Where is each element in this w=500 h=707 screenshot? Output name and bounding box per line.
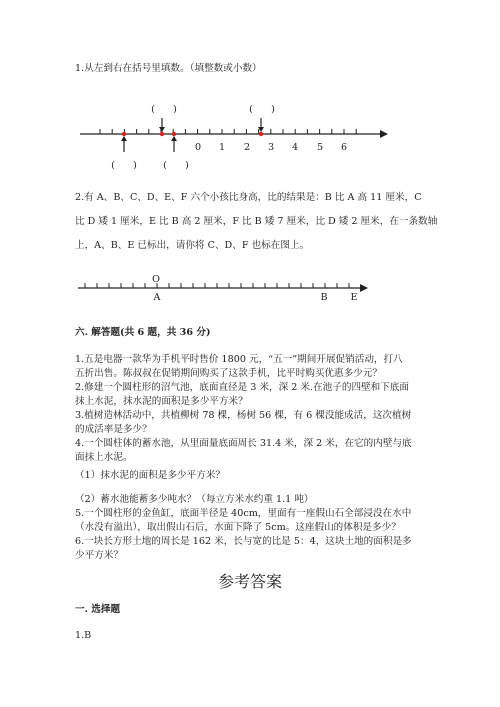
q1-arrow-up-2 bbox=[171, 136, 177, 152]
s6-line-4: 抹上水泥，抹水泥的面积是多少平方米？ bbox=[75, 396, 248, 407]
s6-line-11: 5.一个圆柱形的金鱼缸，底面半径是 40cm，里面有一座假山石全部浸没在水中 bbox=[75, 508, 412, 519]
q1-label-2: 2 bbox=[243, 142, 251, 153]
q1-label-6: 6 bbox=[340, 142, 348, 153]
s6-line-1: 1.五是电器一款华为手机平时售价 1800 元，“五一”期间开展促销活动，打八 bbox=[75, 354, 403, 365]
answers-title: 参考答案 bbox=[217, 572, 282, 591]
s6-line-6: 的成活率是多少？ bbox=[75, 424, 152, 435]
s6-line-5: 3.植树造林活动中，共植柳树 78 棵，杨树 56 棵，有 6 棵没能成活，这次植树 bbox=[75, 410, 412, 421]
s6-line-10: （2）蓄水池能蓄多少吨水？（每立方米水约重 1.1 吨） bbox=[75, 494, 314, 505]
s6-line-7: 4.一个圆柱体的蓄水池，从里面量底面周长 31.4 米，深 2 米，在它的内壁与底 bbox=[75, 438, 412, 449]
q1-marker-1 bbox=[122, 132, 126, 136]
q2-line-2: 比 D 矮 1 厘米，E 比 B 高 2 厘米，F 比 B 矮 7 厘米，比 D 矮 2 厘米，在一条数轴 bbox=[75, 216, 438, 227]
q2-line-3: 上，A、B、E 已标出，请你将 C、D、F 也标在图上。 bbox=[75, 240, 310, 251]
s6-line-3: 2.修建一个圆柱形的沼气池，底面直径是 3 米，深 2 米.在池子的四壁和下底面 bbox=[75, 382, 410, 393]
q1-label-0: 0 bbox=[194, 142, 202, 153]
s6-line-13: 6.一块长方形土地的周长是 162 米，长与宽的比是 5：4，这块土地的面积是多 bbox=[75, 536, 412, 547]
q1-marker-2 bbox=[160, 132, 164, 136]
q2-origin-label: O bbox=[152, 274, 160, 285]
q1-bracket-below-1: ( ) bbox=[111, 160, 137, 171]
s6-line-9: （1）抹水泥的面积是多少平方米？ bbox=[75, 470, 226, 481]
q1-marker-4 bbox=[259, 132, 263, 136]
q2-point-e: E bbox=[350, 292, 358, 303]
answer-1: 1.B bbox=[75, 630, 92, 641]
s6-line-2: 五折出售。陈叔叔在促销期间购买了这款手机，比平时购买优惠多少元？ bbox=[75, 368, 382, 379]
q1-label-4: 4 bbox=[291, 142, 299, 153]
q2-point-b: B bbox=[320, 292, 328, 303]
q1-label-5: 5 bbox=[316, 142, 324, 153]
s6-line-12: （水没有溢出），取出假山石后，水面下降了 5cm。这座假山的体积是多少？ bbox=[75, 522, 401, 533]
q1-bracket-above-1: ( ) bbox=[151, 104, 177, 115]
answers-section-heading: 一. 选择题 bbox=[75, 604, 121, 615]
q1-marker-3 bbox=[172, 132, 176, 136]
q2-line-1: 2.有 A、B、C、D、E、F 六个小孩比身高，比的结果是：B 比 A 高 11 厘米，C bbox=[75, 192, 422, 203]
q1-bracket-below-2: ( ) bbox=[163, 160, 189, 171]
q2-point-a: A bbox=[153, 292, 161, 303]
q1-label-1: 1 bbox=[218, 142, 226, 153]
q1-bracket-above-2: ( ) bbox=[249, 104, 275, 115]
q1-text: 1.从左到右在括号里填数。（填整数或小数） bbox=[75, 63, 262, 74]
q1-arrow-down-1 bbox=[159, 118, 165, 132]
q1-label-3: 3 bbox=[267, 142, 275, 153]
q2-number-line bbox=[78, 274, 368, 303]
q1-arrow-up-1 bbox=[121, 136, 127, 152]
s6-line-8: 面抹上水泥。 bbox=[75, 452, 133, 463]
s6-line-14: 少平方米？ bbox=[75, 550, 123, 561]
section6-heading: 六. 解答题(共 6 题，共 36 分) bbox=[75, 327, 211, 338]
